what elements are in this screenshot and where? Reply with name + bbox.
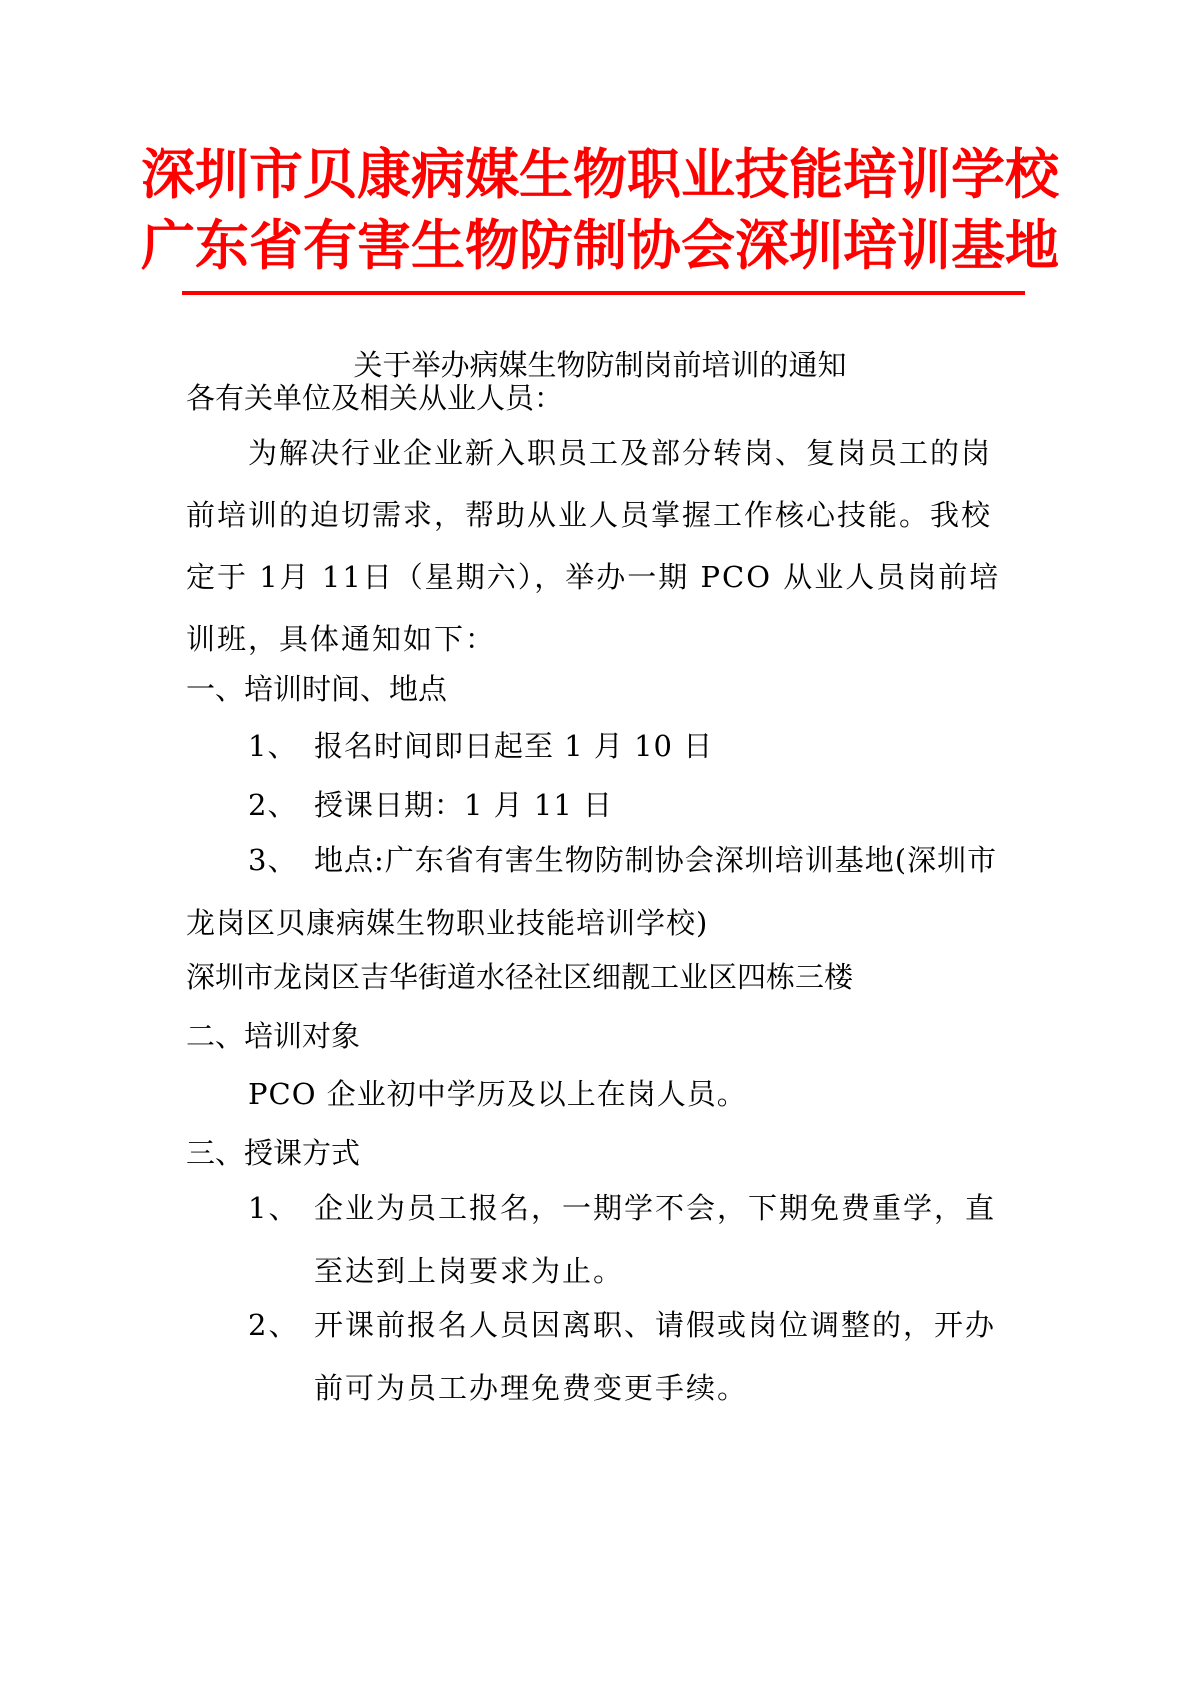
intro-paragraph: 为解决行业企业新入职员工及部分转岗、复岗员工的岗前培训的迫切需求，帮助从业人员掌握工作核心技能。我校定于 1月 11日（星期六），举办一期 PCO 从业人员岗前培训班，具体通知如下： xyxy=(186,436,1001,656)
section1-address: 深圳市龙岗区吉华街道水径社区细靓工业区四栋三楼 xyxy=(186,960,854,994)
salutation: 各有关单位及相关从业人员： xyxy=(186,381,564,415)
item-text: 开课前报名人员因离职、请假或岗位调整的，开办前可为员工办理免费变更手续。 xyxy=(314,1308,997,1405)
item-number: 2、 xyxy=(248,788,298,822)
item-text: 地点:广东省有害生物防制协会深圳培训基地(深圳市龙岗区贝康病媒生物职业技能培训学校) xyxy=(186,843,998,940)
item-number: 1、 xyxy=(248,1191,300,1225)
item-number: 2、 xyxy=(248,1308,300,1342)
item-text: 企业为员工报名，一期学不会，下期免费重学，直至达到上岗要求为止。 xyxy=(314,1191,997,1288)
section2-heading: 二、培训对象 xyxy=(186,1019,361,1053)
section2-text: PCO 企业初中学历及以上在岗人员。 xyxy=(248,1077,747,1111)
section3-item-1 xyxy=(248,1177,1022,1303)
section1-item-3 xyxy=(186,829,1022,955)
section1-item-1 xyxy=(248,729,1022,764)
item-number: 1、 xyxy=(248,729,298,763)
org-name-line2: 广东省有害生物防制协会深圳培训基地 xyxy=(141,214,1059,277)
notice-title: 关于举办病媒生物防制岗前培训的通知 xyxy=(353,348,847,382)
section3-item-2 xyxy=(248,1294,1022,1420)
org-name-line1: 深圳市贝康病媒生物职业技能培训学校 xyxy=(141,143,1059,206)
item-text: 报名时间即日起至 1 月 10 日 xyxy=(314,729,714,763)
section3-heading: 三、授课方式 xyxy=(186,1136,361,1170)
item-text: 授课日期：1 月 11 日 xyxy=(314,788,614,822)
section1-item-2 xyxy=(248,788,1022,823)
section1-heading: 一、培训时间、地点 xyxy=(186,672,448,706)
red-divider-rule xyxy=(182,291,1025,295)
item-number: 3、 xyxy=(248,843,298,877)
